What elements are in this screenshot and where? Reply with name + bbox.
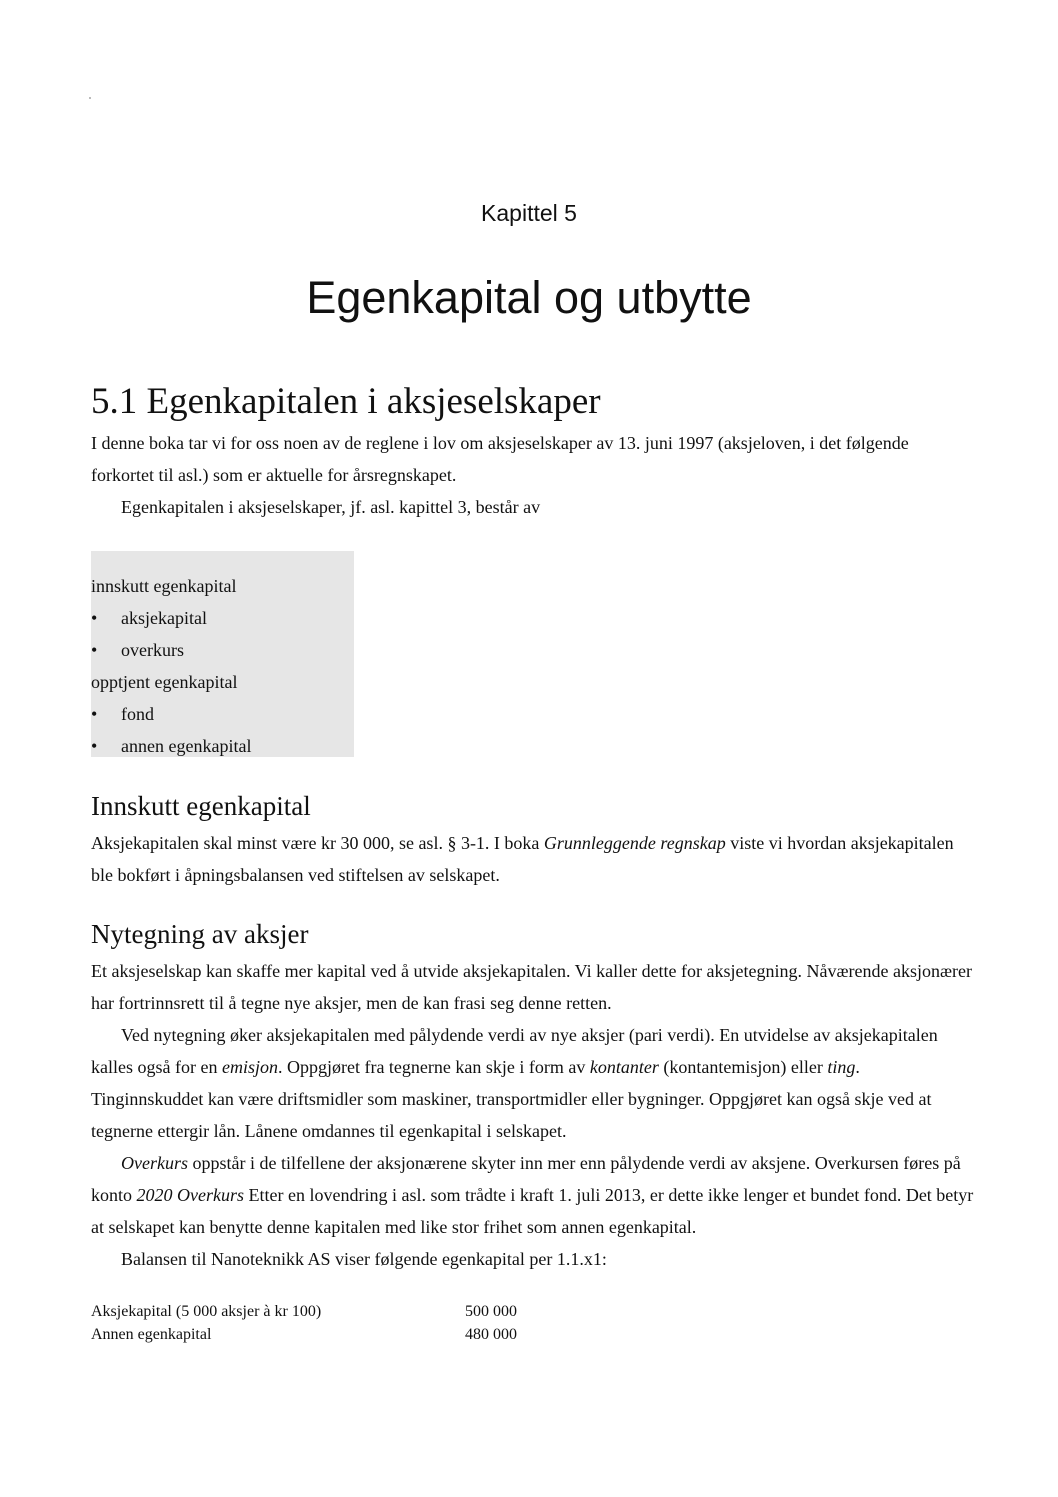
table-row-value: 500 000 bbox=[465, 1303, 517, 1320]
group-label-innskutt: innskutt egenkapital bbox=[91, 576, 237, 596]
intro-paragraph: I denne boka tar vi for oss noen av de reglene i lov om aksjeselskaper av 13. juni 1997 (aksjeloven, i det følgende forkortet til asl.) som er aktuelle for årsregnskapet. bbox=[91, 433, 909, 485]
bullet-icon: • bbox=[91, 736, 98, 756]
section-heading: 5.1 Egenkapitalen i aksjeselskaper bbox=[91, 381, 601, 422]
nytegning-paragraph-1: Et aksjeselskap kan skaffe mer kapital ved å utvide aksjekapitalen. Vi kaller dette for aksjetegning. Nåværende aksjonærer har fortrinnsrett til å tegne nye aksjer, men de kan frasi seg denne retten. bbox=[91, 961, 972, 1013]
nytegning-heading: Nytegning av aksjer bbox=[91, 919, 309, 949]
table-row-value: 480 000 bbox=[465, 1326, 517, 1343]
nytegning-paragraph-3: Overkurs oppstår i de tilfellene der aksjonærene skyter inn mer enn pålydende verdi av aksjene. Overkursen føres på konto 2020 Overkurs Etter en lovendring i asl. som trådte i kraft 1. juli 2013, er dette ikke lenger et bundet fond. Det betyr at selskapet kan benytte denne kapitalen med like stor frihet som annen egenkapital. bbox=[91, 1153, 974, 1237]
group-label-opptjent: opptjent egenkapital bbox=[91, 672, 238, 692]
scan-mark bbox=[89, 97, 91, 99]
list-item: fond bbox=[121, 704, 154, 724]
bullet-icon: • bbox=[91, 704, 98, 724]
nytegning-paragraph-4: Balansen til Nanoteknikk AS viser følgende egenkapital per 1.1.x1: bbox=[121, 1249, 607, 1269]
nytegning-paragraph-2: Ved nytegning øker aksjekapitalen med pålydende verdi av nye aksjer (pari verdi). En utvidelse av aksjekapitalen kalles også for en emisjon. Oppgjøret fra tegnerne kan skje i form av kontanter (kontantemisjon) eller ting. Tinginnskuddet kan være driftsmidler som maskiner, transportmidler eller bygninger. Oppgjøret kan også skje ved at tegnerne ettergir lån. Lånene omdannes til egenkapital i selskapet. bbox=[91, 1025, 938, 1141]
table-row-label: Annen egenkapital bbox=[91, 1326, 212, 1343]
equity-composition-box bbox=[91, 551, 354, 757]
list-item: overkurs bbox=[121, 640, 184, 660]
chapter-label: Kapittel 5 bbox=[481, 200, 577, 226]
composition-lead: Egenkapitalen i aksjeselskaper, jf. asl. kapittel 3, består av bbox=[121, 497, 541, 517]
innskutt-paragraph: Aksjekapitalen skal minst være kr 30 000, se asl. § 3-1. I boka Grunnleggende regnskap viste vi hvordan aksjekapitalen ble bokført i åpningsbalansen ved stiftelsen av selskapet. bbox=[91, 833, 954, 885]
list-item: aksjekapital bbox=[121, 608, 207, 628]
chapter-title: Egenkapital og utbytte bbox=[306, 272, 752, 323]
list-item: annen egenkapital bbox=[121, 736, 252, 756]
table-row-label: Aksjekapital (5 000 aksjer à kr 100) bbox=[91, 1303, 322, 1320]
innskutt-heading: Innskutt egenkapital bbox=[91, 791, 311, 821]
bullet-icon: • bbox=[91, 608, 98, 628]
bullet-icon: • bbox=[91, 640, 98, 660]
